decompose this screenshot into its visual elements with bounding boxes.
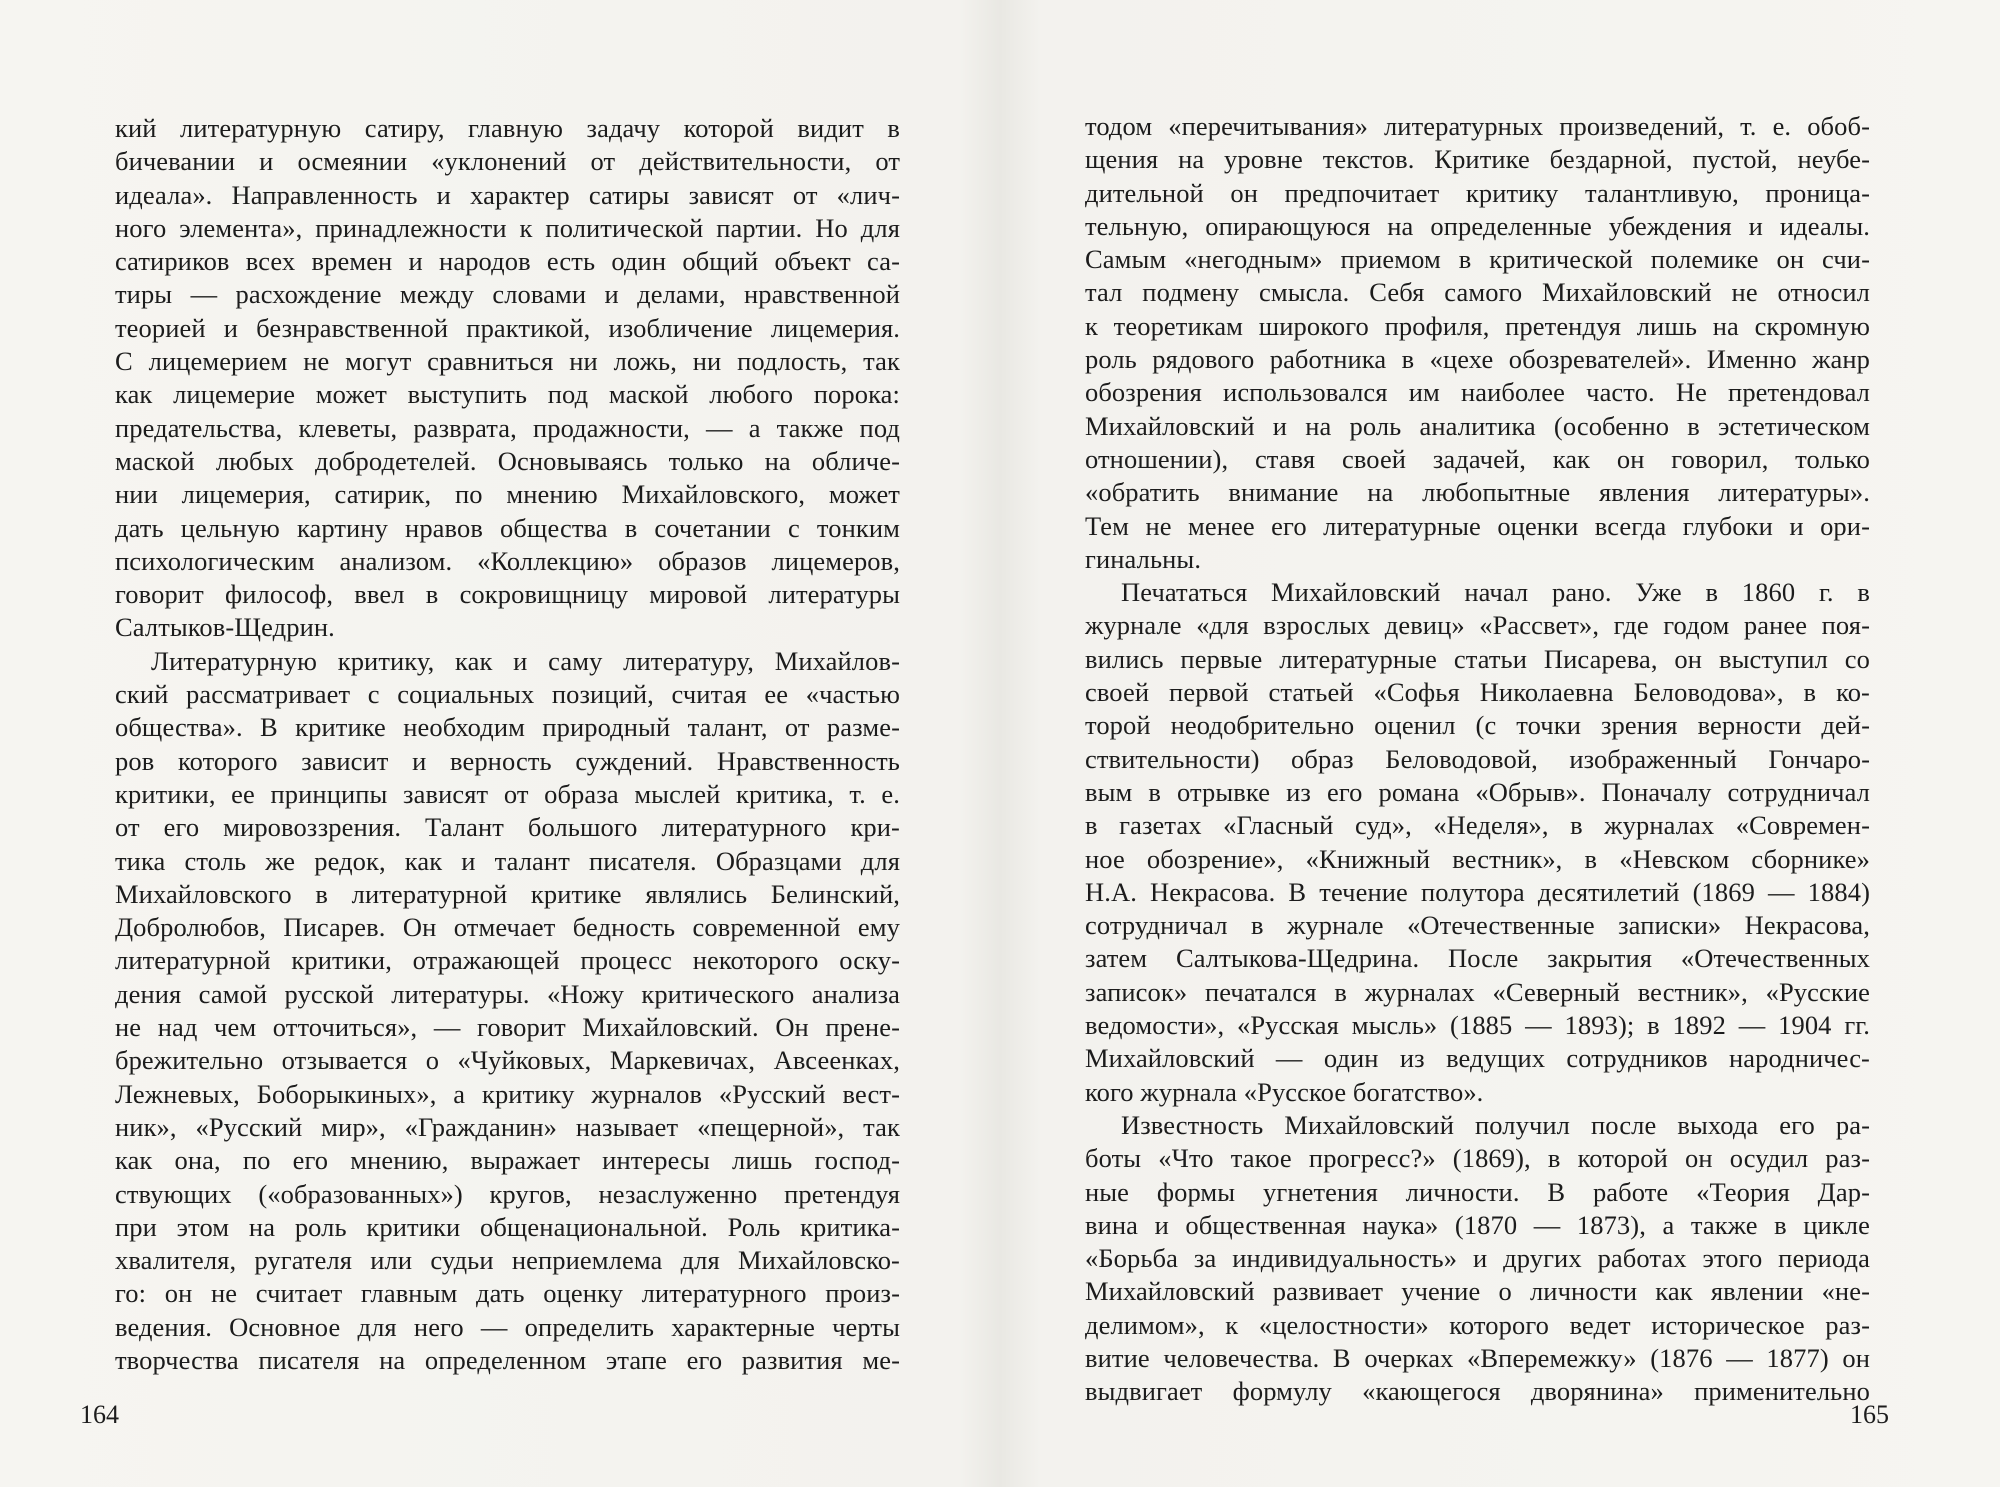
- text-line: выдвигает формулу «кающегося дворянина» применительно: [1085, 1376, 1870, 1407]
- text-line: психологическим анализом. «Коллекцию» образов лицемеров,: [115, 545, 900, 576]
- text-line: затем Салтыкова-Щедрина. После закрытия «Отечественных: [1085, 943, 1870, 974]
- text-line: С лицемерием не могут сравниться ни ложь, ни подлость, так: [115, 346, 900, 377]
- text-line: ведомости», «Русская мысль» (1885 — 1893); в 1892 — 1904 гг.: [1085, 1010, 1870, 1041]
- text-line: кий литературную сатиру, главную задачу которой видит в: [115, 113, 900, 143]
- text-line: Самым «негодным» приемом в критической полемике он счи-: [1085, 244, 1870, 275]
- page-number-right: 165: [1850, 1400, 1889, 1429]
- text-line: предательства, клеветы, разврата, продажности, — а также под: [115, 412, 900, 443]
- text-line: теорией и безнравственной практикой, изобличение лицемерия.: [115, 312, 900, 343]
- text-line: ствительности) образ Беловодовой, изображенный Гончаро-: [1085, 743, 1870, 774]
- text-line: боты «Что такое прогресс?» (1869), в которой он осудил раз-: [1085, 1143, 1870, 1174]
- text-line: говорит философ, ввел в сокровищницу мировой литературы: [115, 579, 900, 610]
- text-line: нии лицемерия, сатирик, по мнению Михайловского, может: [115, 479, 900, 510]
- text-line: вина и общественная наука» (1870 — 1873), а также в цикле: [1085, 1209, 1870, 1240]
- text-line: обозрения использовался им наиболее часто. Не претендовал: [1085, 377, 1870, 408]
- text-line: не над чем отточиться», — говорит Михайловский. Он прене-: [115, 1012, 900, 1043]
- text-line: сотрудничал в журнале «Отечественные записки» Некрасова,: [1085, 910, 1870, 941]
- text-line: Михайловский развивает учение о личности как явлении «не-: [1085, 1276, 1870, 1307]
- text-line: как лицемерие может выступить под маской любого порока:: [115, 379, 900, 410]
- text-line: «Борьба за индивидуальность» и других работах этого периода: [1085, 1243, 1870, 1274]
- text-line: ский рассматривает с социальных позиций, считая ее «частью: [115, 679, 900, 710]
- text-line: литературной критики, отражающей процесс некоторого оску-: [115, 945, 900, 976]
- text-line: Известность Михайловский получил после выхода его ра-: [1121, 1109, 1870, 1140]
- text-line: тиры — расхождение между словами и делами, нравственной: [115, 279, 900, 310]
- text-line: ник», «Русский мир», «Гражданин» называет «пещерной», так: [115, 1111, 900, 1142]
- text-line: ствующих («образованных») кругов, незаслуженно претендуя: [115, 1178, 900, 1209]
- text-line: торой неодобрительно оценил (с точки зрения верности дей-: [1085, 710, 1870, 741]
- text-line: своей первой статьей «Софья Николаевна Беловодова», в ко-: [1085, 677, 1870, 708]
- text-line: вились первые литературные статьи Писарева, он выступил со: [1085, 643, 1870, 674]
- text-line: общества». В критике необходим природный талант, от разме-: [115, 712, 900, 743]
- text-line: Михайловский — один из ведущих сотрудников народничес-: [1085, 1043, 1870, 1074]
- text-line: Михайловского в литературной критике являлись Белинский,: [115, 878, 900, 909]
- text-line: при этом на роль критики общенациональной. Роль критика-: [115, 1211, 900, 1242]
- text-line: Литературную критику, как и саму литературу, Михайлов-: [151, 645, 900, 676]
- text-line: тодом «перечитывания» литературных произведений, т. е. обоб-: [1085, 111, 1870, 141]
- text-line: брежительно отзывается о «Чуйковых, Маркевичах, Авсеенках,: [115, 1045, 900, 1076]
- text-line: ное обозрение», «Книжный вестник», в «Невском сборнике»: [1085, 843, 1870, 874]
- text-line: щения на уровне текстов. Критике бездарной, пустой, неубе-: [1085, 144, 1870, 175]
- text-line: Печататься Михайловский начал рано. Уже в 1860 г. в: [1121, 577, 1870, 608]
- text-line: хвалителя, ругателя или судьи неприемлема для Михайловско-: [115, 1245, 900, 1276]
- text-line: го: он не считает главным дать оценку литературного произ-: [115, 1278, 900, 1309]
- left-page: [115, 112, 900, 1377]
- text-line: тика столь же редок, как и талант писателя. Образцами для: [115, 845, 900, 876]
- text-line: вым в отрывке из его романа «Обрыв». Поначалу сотрудничал: [1085, 776, 1870, 807]
- text-line: сатириков всех времен и народов есть один общий объект са-: [115, 246, 900, 277]
- text-line: творчества писателя на определенном этапе его развития ме-: [115, 1344, 900, 1375]
- text-line: «обратить внимание на любопытные явления литературы».: [1085, 477, 1870, 508]
- text-line: тельную, опирающуюся на определенные убеждения и идеалы.: [1085, 210, 1870, 241]
- text-line: ные формы угнетения личности. В работе «Теория Дар-: [1085, 1176, 1870, 1207]
- text-line: критики, ее принципы зависят от образа мыслей критика, т. е.: [115, 778, 900, 809]
- text-line: ного элемента», принадлежности к политической партии. Но для: [115, 212, 900, 243]
- text-line: Тем не менее его литературные оценки всегда глубоки и ори-: [1085, 510, 1870, 541]
- text-line: дения самой русской литературы. «Ножу критического анализа: [115, 978, 900, 1009]
- text-line: маской любых добродетелей. Основываясь только на обличе-: [115, 445, 900, 476]
- text-line: Михайловский и на роль аналитика (особенно в эстетическом: [1085, 410, 1870, 441]
- text-line: кого журнала «Русское богатство».: [1085, 1076, 1484, 1107]
- text-line: роль рядового работника в «цехе обозревателей». Именно жанр: [1085, 344, 1870, 375]
- text-line: в газетах «Гласный суд», «Неделя», в журналах «Современ-: [1085, 810, 1870, 841]
- right-page: [1085, 110, 1870, 1409]
- text-line: делимом», к «целостности» которого ведет историческое раз-: [1085, 1309, 1870, 1340]
- text-line: ведения. Основное для него — определить характерные черты: [115, 1311, 900, 1342]
- text-line: дать цельную картину нравов общества в сочетании с тонким: [115, 512, 900, 543]
- text-line: бичевании и осмеянии «уклонений от действительности, от: [115, 146, 900, 177]
- text-line: отношении), ставя своей задачей, как он говорил, только: [1085, 443, 1870, 474]
- text-line: гинальны.: [1085, 543, 1202, 574]
- text-line: ров которого зависит и верность суждений. Нравственность: [115, 745, 900, 776]
- text-line: Добролюбов, Писарев. Он отмечает бедность современной ему: [115, 912, 900, 943]
- text-line: дительной он предпочитает критику талантливую, проница-: [1085, 177, 1870, 208]
- text-line: витие человечества. В очерках «Вперемежку» (1876 — 1877) он: [1085, 1342, 1870, 1373]
- text-line: как она, по его мнению, выражает интересы лишь господ-: [115, 1145, 900, 1176]
- text-line: к теоретикам широкого профиля, претендуя лишь на скромную: [1085, 310, 1870, 341]
- page-number-left: 164: [80, 1400, 119, 1429]
- text-line: идеала». Направленность и характер сатиры зависят от «лич-: [115, 179, 900, 210]
- text-line: Лежневых, Боборыкиных», а критику журналов «Русский вест-: [115, 1078, 900, 1109]
- text-line: журнале «для взрослых девиц» «Рассвет», где годом ранее поя-: [1085, 610, 1870, 641]
- text-line: тал подмену смысла. Себя самого Михайловский не относил: [1085, 277, 1870, 308]
- text-line: записок» печатался в журналах «Северный вестник», «Русские: [1085, 976, 1870, 1007]
- text-line: от его мировоззрения. Талант большого литературного кри-: [115, 812, 900, 843]
- text-line: Салтыков-Щедрин.: [115, 612, 335, 643]
- text-line: Н.А. Некрасова. В течение полутора десятилетий (1869 — 1884): [1085, 876, 1870, 907]
